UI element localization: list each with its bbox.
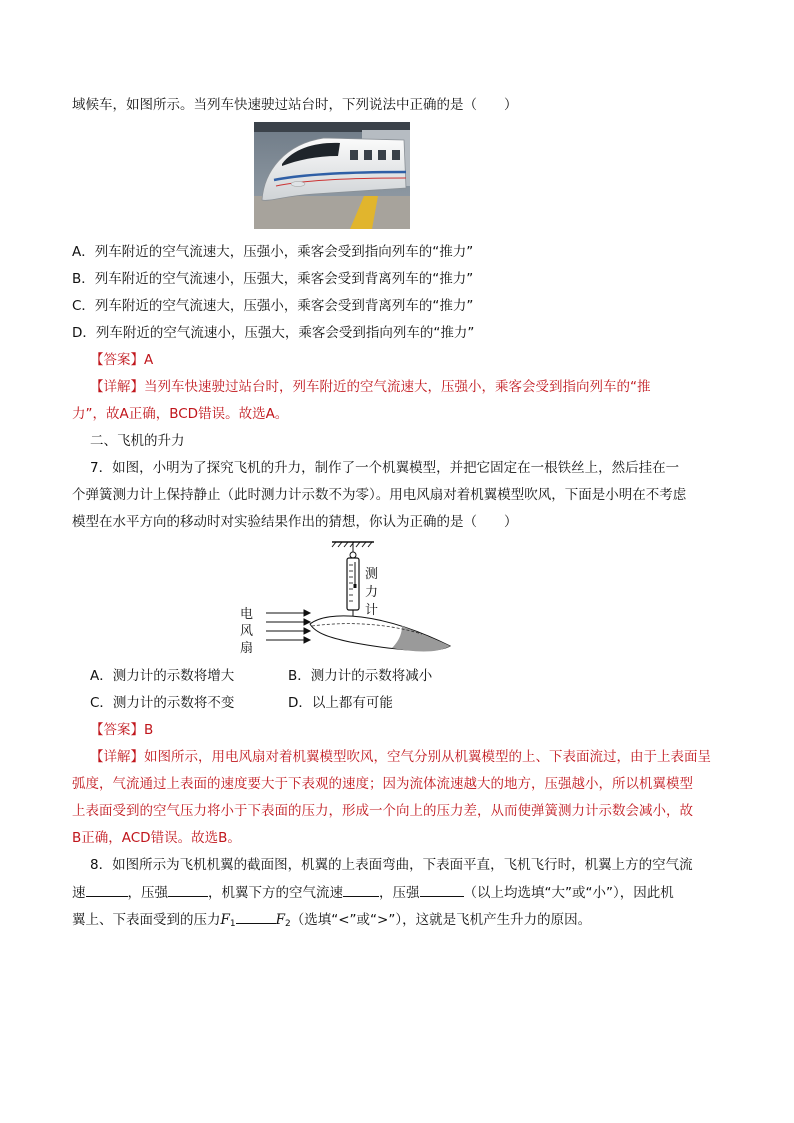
q7-option-a: A．测力计的示数将增大 bbox=[90, 668, 235, 684]
detail-tag: 【详解】 bbox=[90, 379, 144, 395]
q7-stem-line-1: 7．如图，小明为了探究飞机的升力，制作了一个机翼模型，并把它固定在一根铁丝上，然后挂在一 bbox=[90, 460, 680, 476]
q6-option-a: A．列车附近的空气流速大，压强小，乘客会受到指向列车的“推力” bbox=[72, 244, 474, 260]
q8-text: ，机翼下方的空气流速 bbox=[208, 885, 343, 901]
q7-stem-line-3: 模型在水平方向的移动时对实验结果作出的猜想，你认为正确的是（ ） bbox=[72, 514, 518, 530]
q8-text: （以上均选填“大”或“小”），因此机 bbox=[463, 885, 674, 901]
f2-symbol: F bbox=[275, 912, 285, 928]
fan-label-3: 扇 bbox=[240, 641, 254, 656]
detail-text: 当列车快速驶过站台时，列车附近的空气流速大，压强小，乘客会受到指向列车的“推 bbox=[144, 379, 651, 395]
q8-text: ，压强 bbox=[379, 885, 420, 901]
detail-text: 如图所示，用电风扇对着机翼模型吹风，空气分别从机翼模型的上、下表面流过，由于上表面呈 bbox=[144, 749, 711, 765]
q8-text: ，压强 bbox=[127, 885, 168, 901]
section-title: 二、飞机的升力 bbox=[90, 433, 185, 449]
q6-option-b: B．列车附近的空气流速小，压强大，乘客会受到背离列车的“推力” bbox=[72, 271, 474, 287]
blank-lower-pressure[interactable] bbox=[420, 883, 464, 897]
q6-detail-line-1 bbox=[90, 378, 651, 396]
q7-option-b: B．测力计的示数将减小 bbox=[288, 668, 433, 684]
fan-label-2: 风 bbox=[240, 624, 254, 639]
blank-compare-force[interactable] bbox=[236, 910, 276, 924]
q7-answer bbox=[90, 721, 153, 739]
q6-stem: 域候车，如图所示。当列车快速驶过站台时，下列说法中正确的是（ ） bbox=[72, 97, 518, 113]
blank-upper-pressure[interactable] bbox=[168, 883, 208, 897]
wing-diagram bbox=[232, 538, 458, 658]
fan-label-1: 电 bbox=[240, 607, 254, 622]
answer-tag: 【答案】 bbox=[90, 722, 144, 738]
q6-detail-line-2: 力”，故A正确，BCD错误。故选A。 bbox=[72, 406, 289, 422]
q6-option-d: D．列车附近的空气流速小，压强大，乘客会受到指向列车的“推力” bbox=[72, 325, 475, 341]
q7-detail-line-3: 上表面受到的空气压力将小于下表面的压力，形成一个向上的压力差，从而使弹簧测力计示数会减小，故 bbox=[72, 803, 693, 819]
q8-text: （选填“<”或“>”），这就是飞机产生升力的原因。 bbox=[290, 912, 592, 928]
q7-detail-line-1 bbox=[90, 748, 711, 766]
train-image bbox=[254, 122, 410, 229]
q6-option-c: C．列车附近的空气流速大，压强小，乘客会受到背离列车的“推力” bbox=[72, 298, 474, 314]
q7-stem-line-2: 个弹簧测力计上保持静止（此时测力计示数不为零）。用电风扇对着机翼模型吹风，下面是小明在不考虑 bbox=[72, 487, 687, 503]
q7-detail-line-2: 弧度，气流通过上表面的速度要大于下表观的速度；因为流体流速越大的地方，压强越小，所以机翼模型 bbox=[72, 776, 693, 792]
answer-value: B bbox=[144, 722, 154, 738]
q8-stem-line-1: 8．如图所示为飞机机翼的截面图，机翼的上表面弯曲，下表面平直，飞机飞行时，机翼上方的空气流 bbox=[90, 857, 693, 873]
train-photo bbox=[254, 122, 410, 229]
q8-text: 速 bbox=[72, 885, 86, 901]
q6-answer bbox=[90, 351, 153, 369]
answer-value: A bbox=[144, 352, 154, 368]
q7-option-d: D．以上都有可能 bbox=[288, 695, 393, 711]
q7-detail-line-4: B正确，ACD错误。故选B。 bbox=[72, 830, 241, 846]
blank-upper-speed[interactable] bbox=[86, 883, 128, 897]
meter-label-1: 测 bbox=[365, 567, 379, 582]
q8-stem-line-3 bbox=[72, 910, 591, 933]
q7-option-c: C．测力计的示数将不变 bbox=[90, 695, 235, 711]
f1-symbol: F bbox=[220, 912, 230, 928]
meter-label-2: 力 bbox=[365, 585, 379, 600]
blank-lower-speed[interactable] bbox=[343, 883, 379, 897]
q8-stem-line-2 bbox=[72, 883, 674, 902]
wing-experiment-figure bbox=[232, 538, 458, 658]
answer-tag: 【答案】 bbox=[90, 352, 144, 368]
f2-subscript: 2 bbox=[284, 919, 291, 929]
meter-label-3: 计 bbox=[365, 603, 379, 618]
detail-tag: 【详解】 bbox=[90, 749, 144, 765]
f1-subscript: 1 bbox=[229, 919, 236, 929]
q8-text: 翼上、下表面受到的压力 bbox=[72, 912, 221, 928]
